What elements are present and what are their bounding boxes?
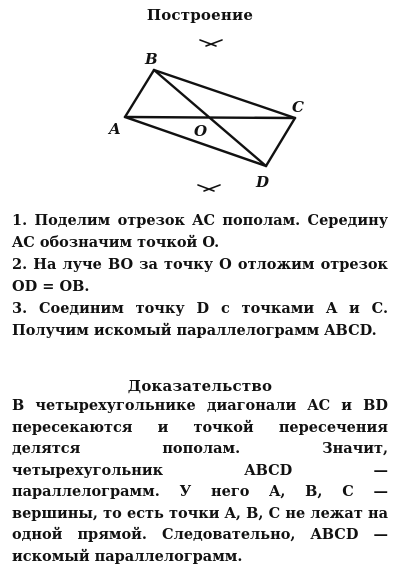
label-point-a: A — [109, 120, 121, 138]
construction-step-3: 3. Соединим точку D с точками A и C. Получим искомый параллелограмм ABCD. — [12, 300, 388, 339]
side-bc — [154, 70, 295, 118]
compass-arc-top-icon — [200, 40, 222, 46]
label-point-c: C — [292, 98, 304, 116]
label-point-o: O — [194, 122, 208, 140]
construction-step-2: 2. На луче BO за точку O отложим отрезок OD = OB. — [12, 256, 388, 295]
label-point-d: D — [256, 173, 270, 191]
side-ab — [125, 70, 154, 117]
proof-heading: Доказательство — [127, 377, 273, 395]
parallelogram-figure — [0, 0, 400, 210]
proof-text: В четырехугольнике диагонали AC и BD пересекаются и точкой пересечения делятся пополам. Значит, четырехугольник ABCD — параллелограмм. У него A, B, C — вершины, то есть точки A, B, C не лежат на одной прямой. Следовательно, ABCD — искомый параллелограмм. — [12, 397, 388, 565]
construction-step-1: 1. Поделим отрезок AC пополам. Середину AC обозначим точкой O. — [12, 212, 388, 251]
side-cd — [266, 118, 295, 166]
construction-heading: Построение — [146, 6, 254, 24]
label-point-b: B — [145, 50, 158, 68]
compass-arc-bottom-icon — [198, 185, 220, 191]
